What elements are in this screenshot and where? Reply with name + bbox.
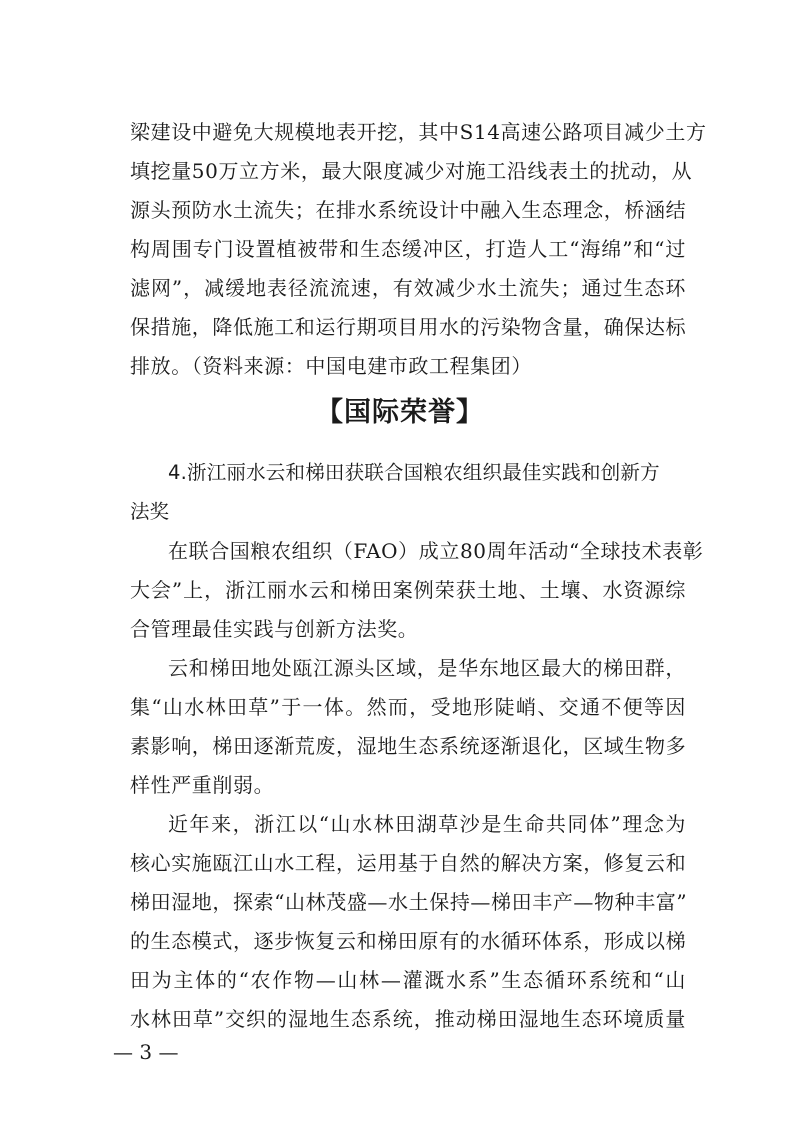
text-line: 的生态模式，逐步恢复云和梯田原有的水循环体系，形成以梯 (130, 929, 687, 953)
text-line: 梁建设中避免大规模地表开挖，其中S14高速公路项目减少土方 (130, 120, 707, 144)
text-line: 在联合国粮农组织（FAO）成立80周年活动“全球技术表彰 (168, 539, 704, 563)
heading-line: 4.浙江丽水云和梯田获联合国粮农组织最佳实践和创新方 (168, 461, 660, 484)
text-line: 源头预防水土流失；在排水系统设计中融入生态理念，桥涵结 (130, 198, 687, 222)
text-line: 素影响，梯田逐渐荒废，湿地生态系统逐渐退化，区域生物多 (130, 734, 687, 758)
page-number: — 3 — (113, 1040, 179, 1064)
text-line: 集“山水林田草”于一体。然而，受地形陡峭、交通不便等因 (130, 695, 686, 719)
text-line: 近年来，浙江以“山水林田湖草沙是生命共同体”理念为 (168, 812, 686, 836)
text-line: 水林田草”交织的湿地生态系统，推动梯田湿地生态环境质量 (130, 1007, 686, 1031)
text-line: 排放。（资料来源：中国电建市政工程集团） (130, 354, 532, 378)
text-line: 保措施，降低施工和运行期项目用水的污染物含量，确保达标 (130, 315, 687, 339)
text-line: 样性严重削弱。 (130, 773, 275, 797)
text-line: 构周围专门设置植被带和生态缓冲区，打造人工“海绵”和“过 (130, 237, 686, 261)
text-line: 填挖量50万立方米，最大限度减少对施工沿线表土的扰动，从 (130, 159, 693, 183)
section-title: 【国际荣誉】 (316, 397, 484, 428)
text-line: 核心实施瓯江山水工程，运用基于自然的解决方案，修复云和 (130, 851, 687, 875)
text-line: 滤网”，减缓地表径流流速，有效减少水土流失；通过生态环 (130, 276, 686, 300)
heading-line: 法奖 (130, 500, 170, 523)
text-line: 梯田湿地，探索“山林茂盛—水土保持—梯田丰产—物种丰富” (130, 890, 688, 914)
text-line: 大会”上，浙江丽水云和梯田案例荣获土地、土壤、水资源综 (130, 578, 686, 602)
text-line: 合管理最佳实践与创新方法奖。 (130, 617, 419, 641)
text-line: 云和梯田地处瓯江源头区域，是华东地区最大的梯田群， (168, 656, 686, 680)
text-line: 田为主体的“农作物—山林—灌溉水系”生态循环系统和“山 (130, 968, 686, 992)
